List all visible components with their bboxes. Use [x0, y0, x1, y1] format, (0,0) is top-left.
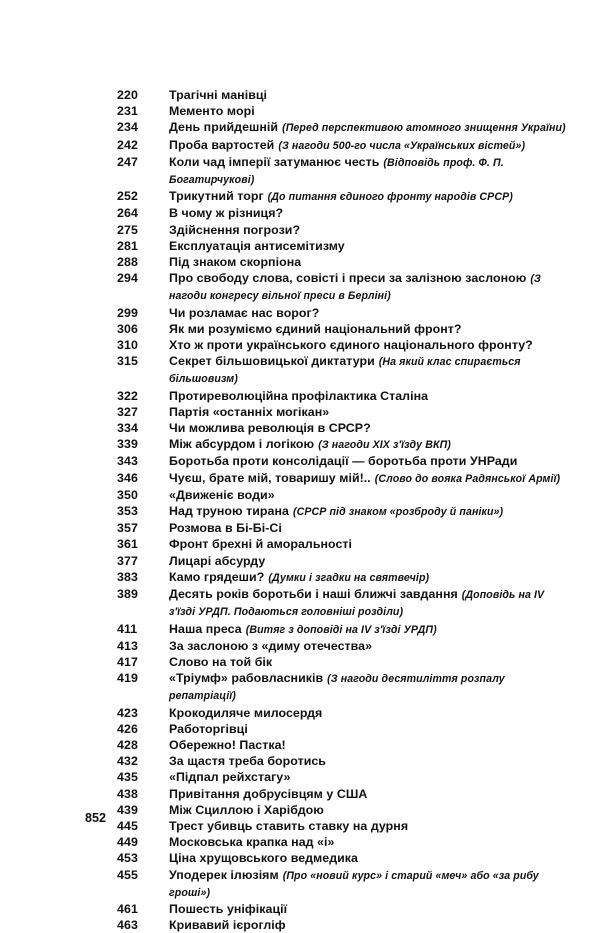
toc-title: Трикутний торг: [169, 189, 264, 204]
toc-page-number: 377: [117, 553, 138, 568]
toc-entry: [117, 520, 567, 536]
toc-entry: [117, 470, 567, 487]
toc-entry: [117, 321, 567, 337]
toc-page-number: 353: [117, 504, 138, 519]
toc-title: Чи розламає нас ворог?: [169, 305, 320, 320]
toc-title: Розмова в Бі-Бі-Сі: [169, 521, 282, 536]
toc-entry: [117, 850, 567, 866]
toc-entry: [117, 154, 567, 188]
toc-title: Ціна хрущовського ведмедика: [169, 851, 358, 866]
toc-title: Кривавий ієрогліф: [169, 918, 286, 933]
toc-page-number: 264: [117, 206, 138, 221]
toc-page-number: 346: [117, 470, 138, 485]
toc-page-number: 461: [117, 901, 138, 916]
toc-entry: [117, 753, 567, 769]
toc-entry-text: [169, 205, 567, 221]
toc-title: Коли чад імперії затуманює честь: [169, 154, 380, 169]
toc-page-number: 252: [117, 189, 138, 204]
toc-page-number: 435: [117, 770, 138, 785]
toc-entry-text: [169, 867, 567, 901]
toc-entry-text: [169, 238, 567, 254]
toc-page-number: 383: [117, 569, 138, 584]
toc-title: Крокодиляче милосердя: [169, 705, 323, 720]
toc-entry: [117, 569, 567, 586]
toc-page-number: 411: [117, 621, 138, 636]
toc-entry-text: [169, 786, 567, 802]
toc-entry: [117, 769, 567, 785]
toc-entry: [117, 654, 567, 670]
toc-entry-text: [169, 103, 567, 119]
toc-title: Над труною тирана: [169, 504, 289, 519]
toc-entry-text: [169, 621, 567, 638]
toc-title: Між Сциллою і Харібдою: [169, 802, 324, 817]
toc-page-number: 281: [117, 238, 138, 253]
toc-title: Як ми розуміємо єдиний національний фронт?: [169, 321, 462, 336]
toc-entry: [117, 238, 567, 254]
toc-page-number: 339: [117, 437, 138, 452]
toc-entry-text: [169, 769, 567, 785]
toc-entry-text: [169, 188, 567, 205]
toc-entry-text: [169, 119, 567, 136]
toc-subtitle-note: (Витяг з доповіді на IV з'їзді УРДП): [245, 623, 437, 636]
toc-title: Московська крапка над «і»: [169, 835, 335, 850]
toc-entry-text: [169, 137, 567, 154]
toc-entry: [117, 487, 567, 503]
toc-title: Чуєш, брате мій, товаришу мій!..: [169, 470, 371, 485]
toc-subtitle-note: (На який клас спирається більшовизм): [169, 356, 521, 386]
toc-entry: [117, 205, 567, 221]
toc-entry: [117, 786, 567, 802]
toc-title: За щастя треба боротись: [169, 754, 326, 769]
toc-page-number: 242: [117, 137, 138, 152]
toc-page-number: 432: [117, 754, 138, 769]
toc-page-number: 417: [117, 654, 138, 669]
toc-entry-text: [169, 520, 567, 536]
toc-title: Хто ж проти українського єдиного національного фронту?: [169, 338, 533, 353]
toc-page-number: 453: [117, 851, 138, 866]
toc-page-number: 423: [117, 705, 138, 720]
toc-entry-text: [169, 404, 567, 420]
toc-entry-text: [169, 353, 567, 387]
toc-title: «Підпал рейхстагу»: [169, 770, 291, 785]
toc-title: Пошесть уніфікації: [169, 901, 288, 916]
toc-page-number: 327: [117, 404, 138, 419]
toc-entry-text: [169, 901, 567, 917]
toc-title: Чи можлива революція в СРСР?: [169, 421, 371, 436]
toc-entry: [117, 503, 567, 520]
toc-entry: [117, 553, 567, 569]
toc-subtitle-note: (СРСР під знаком «розброду й паніки»): [292, 506, 504, 519]
toc-entry-text: [169, 487, 567, 503]
toc-entry-text: [169, 536, 567, 552]
toc-title: Боротьба проти консолідації — боротьба проти УНРади: [169, 454, 518, 469]
toc-subtitle-note: (Про «новий курс» і старий «меч» або «за рибу гроші»): [169, 869, 539, 899]
toc-entry: [117, 254, 567, 270]
toc-page-number: 220: [117, 88, 138, 102]
toc-entry-text: [169, 453, 567, 469]
toc-entry: [117, 638, 567, 654]
toc-page-number: 455: [117, 867, 138, 882]
toc-page-number: 343: [117, 454, 138, 469]
toc-page-number: 357: [117, 521, 138, 536]
toc-entry-text: [169, 154, 567, 188]
toc-entry-text: [169, 270, 567, 304]
toc-title: Між абсурдом і логікою: [169, 437, 315, 452]
toc-entry: [117, 802, 567, 818]
toc-title: Партія «останніх могікан»: [169, 404, 330, 419]
toc-entry-text: [169, 420, 567, 436]
toc-entry: [117, 353, 567, 387]
toc-entry: [117, 270, 567, 304]
toc-page-number: 288: [117, 255, 138, 270]
toc-entry-text: [169, 834, 567, 850]
toc-title: Лицарі абсурду: [169, 553, 266, 568]
toc-entry-text: [169, 321, 567, 337]
toc-entry: [117, 670, 567, 704]
toc-page-number: 361: [117, 537, 138, 552]
toc-entry-text: [169, 254, 567, 270]
toc-page-number: 413: [117, 638, 138, 653]
toc-subtitle-note: (З нагоди 500-го числа «Українських вістей»): [278, 139, 526, 152]
toc-page-number: 419: [117, 671, 138, 686]
toc-page-number: 350: [117, 487, 138, 502]
toc-entry: [117, 188, 567, 205]
page-number: 852: [85, 811, 107, 825]
toc-subtitle-note: (Перед перспективою атомного знищення України): [282, 122, 566, 135]
toc-page-number: 231: [117, 104, 138, 119]
toc-entry: [117, 87, 567, 103]
toc-entry-text: [169, 721, 567, 737]
toc-title: Наша преса: [169, 621, 242, 636]
toc-page-number: 322: [117, 388, 138, 403]
toc-entry: [117, 388, 567, 404]
toc-title: Трагічні манівці: [169, 88, 268, 102]
toc-entry: [117, 103, 567, 119]
toc-page-number: 426: [117, 721, 138, 736]
toc-page-number: 306: [117, 321, 138, 336]
toc-title: День прийдешній: [169, 120, 279, 135]
toc-entry-text: [169, 818, 567, 834]
toc-page-number: 247: [117, 154, 138, 169]
toc-title: Привітання добрусівцям у США: [169, 786, 368, 801]
toc-entry: [117, 119, 567, 136]
toc-title: Обережно! Пастка!: [169, 737, 286, 752]
toc-title: «Тріумф» рабовласників: [169, 671, 324, 686]
toc-page-number: 315: [117, 354, 138, 369]
toc-entry: [117, 222, 567, 238]
toc-entry-text: [169, 470, 567, 487]
toc-title: Слово на той бік: [169, 654, 273, 669]
toc-entry: [117, 536, 567, 552]
toc-page-number: 439: [117, 802, 138, 817]
toc-entry-text: [169, 802, 567, 818]
toc-entry-text: [169, 222, 567, 238]
toc-entry-text: [169, 388, 567, 404]
toc-page-number: 449: [117, 835, 138, 850]
toc-entry: [117, 721, 567, 737]
toc-page-number: 389: [117, 587, 138, 602]
toc-entry-text: [169, 917, 567, 933]
toc-page-number: 234: [117, 120, 138, 135]
toc-page-number: 445: [117, 818, 138, 833]
toc-entry: [117, 404, 567, 420]
toc-entry-text: [169, 436, 567, 453]
toc-title: Проба вартостей: [169, 137, 275, 152]
toc-entry: [117, 705, 567, 721]
toc-subtitle-note: (Відповідь проф. Ф. П. Богатирчукові): [169, 156, 504, 187]
toc-page-number: 310: [117, 338, 138, 353]
toc-entry: [117, 337, 567, 353]
toc-entry: [117, 621, 567, 638]
toc-title: Уподерек ілюзіям: [169, 867, 279, 882]
toc-entry-text: [169, 503, 567, 520]
toc-subtitle-note: (З нагоди десятиліття розпалу репатріації): [169, 673, 505, 703]
toc-title: Фронт брехні й аморальності: [169, 537, 353, 552]
toc-entry-text: [169, 569, 567, 586]
table-of-contents: [117, 87, 567, 933]
toc-title: Здійснення погрози?: [169, 222, 301, 237]
toc-entry: [117, 436, 567, 453]
toc-entry-text: [169, 337, 567, 353]
toc-title: «Движеніє води»: [169, 487, 275, 502]
toc-title: Про свободу слова, совісті і преси за залізною заслоною: [169, 271, 527, 286]
toc-entry: [117, 453, 567, 469]
toc-entry: [117, 901, 567, 917]
toc-entry-text: [169, 87, 567, 103]
toc-page-number: 428: [117, 737, 138, 752]
toc-title: Експлуатація антисемітизму: [169, 238, 345, 253]
toc-entry: [117, 737, 567, 753]
toc-entry: [117, 305, 567, 321]
toc-entry: [117, 917, 567, 933]
toc-title: Десять років боротьби і наші ближчі завдання: [169, 587, 458, 602]
toc-title: Мементо морі: [169, 104, 255, 119]
toc-entry-text: [169, 705, 567, 721]
toc-title: Работоргівці: [169, 721, 248, 736]
toc-page-number: 299: [117, 305, 138, 320]
toc-entry-text: [169, 586, 567, 620]
toc-entry-text: [169, 638, 567, 654]
toc-page-number: 334: [117, 421, 138, 436]
toc-title: Під знаком скорпіона: [169, 255, 302, 270]
toc-entry-text: [169, 737, 567, 753]
toc-title: Протиреволюційна профілактика Сталіна: [169, 388, 429, 403]
toc-entry-text: [169, 850, 567, 866]
toc-subtitle-note: (Доповідь на IV з'їзді УРДП. Подаються головніші розділи): [169, 589, 545, 619]
toc-entry: [117, 834, 567, 850]
toc-title: Камо грядеши?: [169, 569, 265, 584]
toc-page-number: 294: [117, 271, 138, 286]
toc-entry: [117, 586, 567, 620]
toc-entry-text: [169, 753, 567, 769]
toc-entry: [117, 818, 567, 834]
toc-entry-text: [169, 670, 567, 704]
toc-entry-text: [169, 305, 567, 321]
toc-entry: [117, 137, 567, 154]
toc-entry-text: [169, 553, 567, 569]
toc-title: В чому ж різниця?: [169, 206, 284, 221]
toc-page-number: 275: [117, 222, 138, 237]
toc-subtitle-note: (Слово до вояка Радянської Армії): [374, 472, 561, 485]
toc-subtitle-note: (До питання єдиного фронту народів СРСР): [267, 191, 513, 204]
toc-entry: [117, 420, 567, 436]
toc-page-number: 463: [117, 918, 138, 933]
toc-subtitle-note: (З нагоди конгресу вільної преси в Берліні): [169, 273, 541, 303]
toc-subtitle-note: (Думки і згадки на святвечір): [268, 571, 430, 584]
toc-title: Секрет більшовицької диктатури: [169, 354, 375, 369]
toc-entry-text: [169, 654, 567, 670]
toc-page-number: 438: [117, 786, 138, 801]
toc-title: Трест убивць ставить ставку на дурня: [169, 818, 409, 833]
toc-subtitle-note: (З нагоди XIX з'їзду ВКП): [318, 439, 451, 452]
toc-entry: [117, 867, 567, 901]
toc-title: За заслоною з «диму отечества»: [169, 638, 373, 653]
